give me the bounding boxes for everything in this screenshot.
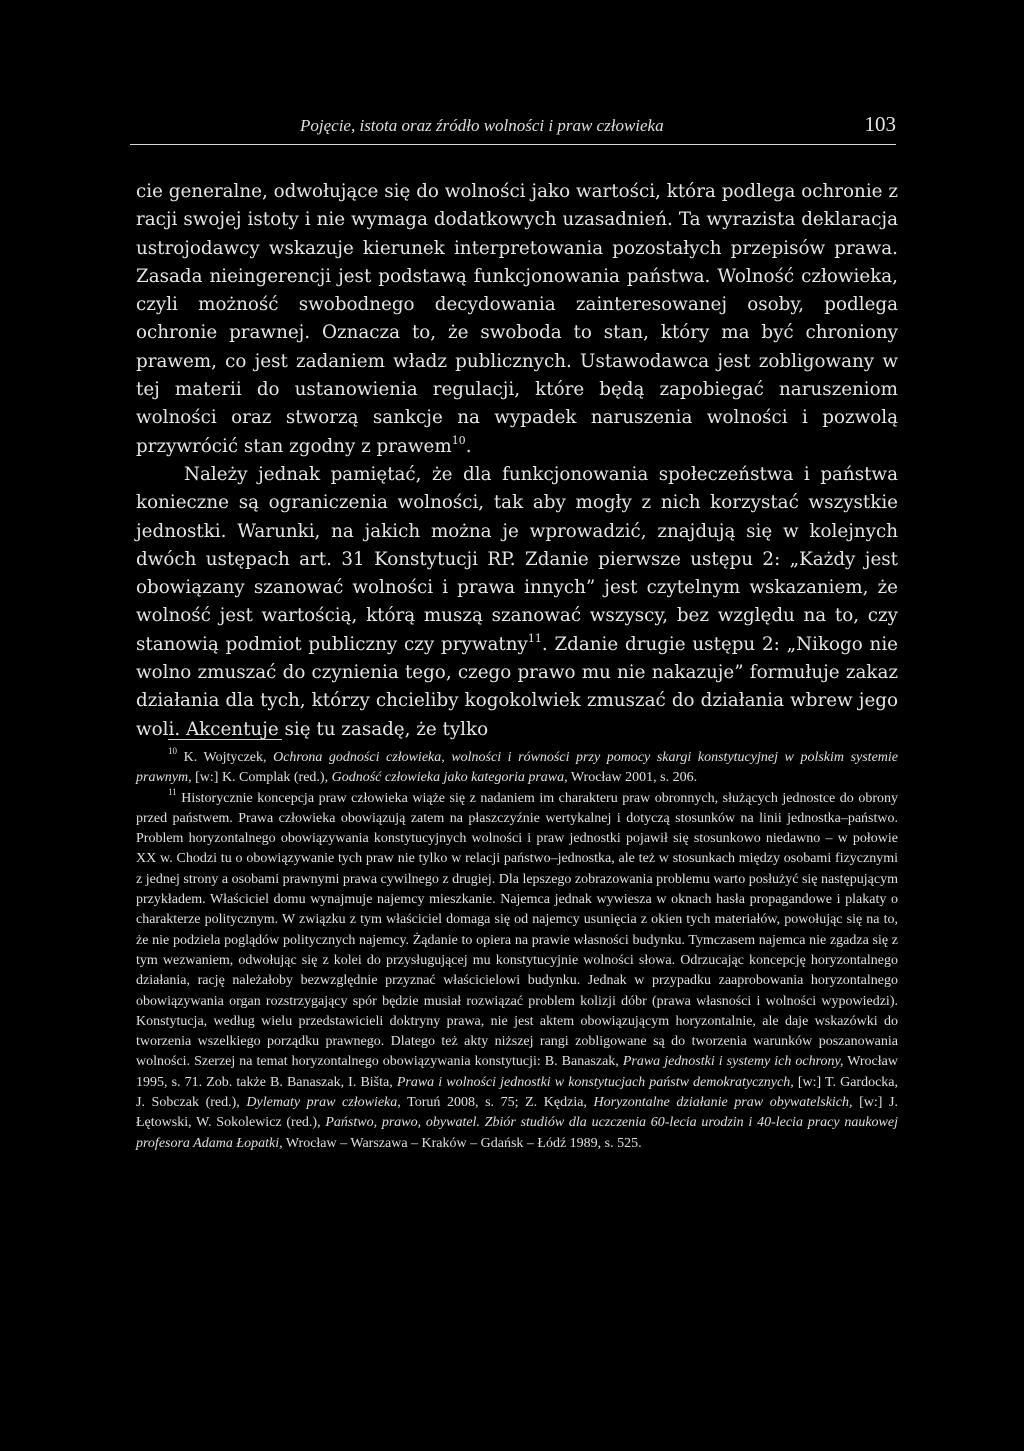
footnote-text: [w:] T. Gardocka, J. Sobczak (red.), <box>136 1074 899 1111</box>
footnote-text: Wrocław – Warszawa – Kraków – Gdańsk – Łódź 1989, s. 525. <box>282 1135 642 1151</box>
footnote-number: 10 <box>168 746 177 757</box>
paragraph <box>136 461 898 744</box>
book-page <box>60 70 960 1390</box>
paragraph-text: . <box>465 435 472 457</box>
footnote-title: Godność człowieka jako kategoria prawa, <box>331 770 568 786</box>
paragraph-text: . Zdanie drugie ustępu 2: „Nikogo nie wolno zmuszać do czynienia tego, czego prawo mu nie nakazuje” formułuje zakaz działania dla tych, którzy chcieliby kogokolwiek zmuszać do działania wbrew jego woli. Akcentuje się tu zasadę, że tylko <box>136 633 898 740</box>
footnote-title: Horyzontalne działanie praw obywatelskich, <box>593 1095 853 1111</box>
footnote-title: Prawa jednostki i systemy ich ochrony, <box>622 1054 844 1070</box>
footnote-title: Państwo, prawo, obywatel. Zbiór studiów dla uczczenia 60-lecia urodzin i 40-lecia pracy naukowej profesora Adama Łopatki, <box>136 1115 899 1151</box>
footnote-number: 11 <box>168 786 177 797</box>
footnote-11 <box>136 786 899 1154</box>
footnote-ref-11[interactable]: 11 <box>527 631 542 645</box>
footnote-text: Wrocław 2001, s. 206. <box>567 770 698 786</box>
footnote-text: Historycznie koncepcja praw człowieka wiąże się z nadaniem im charakteru praw obronnych, służących jednostce do obrony przed państwem. Prawa człowieka obowiązują zatem na płaszczyźnie wertykalnej i dotyczą stosunków na linii jednostka–państwo. Problem horyzontalnego obowiązywania konstytucyjnych wolności i praw jednostki pojawił się stosunkowo niedawno – w połowie XX w. Chodzi tu o obowiązywanie tych praw nie tylko w relacji państwo–jednostka, ale też w stosunkach między osobami fizycznymi z jednej strony a osobami prawnymi prawa cywilnego z drugiej. Dla lepszego zobrazowania problemu warto posłużyć się następującym przykładem. Właściciel domu wynajmuje najemcy mieszkanie. Najemca jednak wywiesza w oknach hasła propagandowe i plakaty o charakterze politycznym. W związku z tym właściciel domaga się od najemcy usunięcia z okien tych materiałów, powołując się na to, że nie podziela poglądów politycznych najemcy. Żądanie to opiera na prawie własności budynku. Tymczasem najemca nie zgadza się z tym wezwaniem, odwołując się z kolei do przysługującej mu konstytucyjnie wolności słowa. Odrzucając koncepcję horyzontalnego działania, rację należałoby bezwzględnie przyznać właścicielowi budynku. Jednak w przypadku zaaprobowania horyzontalnego obowiązywania organ rozstrzygający spór będzie musiał rozwiązać problem kolizji dóbr (prawa własności i wolności wypowiedzi). Konstytucja, według wielu przedstawicieli doktryny prawa, nie jest aktem obowiązującym horyzontalnie, ale daje wskazówki do tworzenia wszelkiego porządku prawnego. Dlatego też akty niższej rangi zobligowane są do tworzenia warunków poszanowania wolności. Szerzej na temat horyzontalnego obowiązywania konstytucji: B. Banaszak, <box>136 790 899 1070</box>
footnote-title: Dylematy praw człowieka, <box>246 1095 401 1111</box>
footnote-text: Wrocław 1995, s. 71. Zob. także B. Banaszak, I. Bišta, <box>136 1054 898 1090</box>
footnote-title: Ochrona godności człowieka, wolności i równości przy pomocy skargi konstytucyjnej w polskim systemie prawnym, <box>136 750 898 786</box>
footnote-separator <box>168 739 282 740</box>
footnote-text: [w:] J. Łętowski, W. Sokolewicz (red.), <box>136 1095 899 1131</box>
footnote-title: Prawa i wolności jednostki w konstytucjach państw demokratycznych, <box>396 1074 794 1090</box>
footnote-text: K. Wojtyczek, <box>183 750 274 765</box>
footnotes <box>136 748 898 1154</box>
running-header <box>130 114 896 145</box>
paragraph-text: cie generalne, odwołujące się do wolności jako wartości, która podlega ochronie z racji swojej istoty i nie wymaga dodatkowych uzasadnień. Ta wyrazista deklaracja ustrojodawcy wskazuje kierunek interpretowania pozostałych przepisów prawa. Zasada nieingerencji jest podstawą funkcjonowania państwa. Wolność człowieka, czyli możność swobodnego decydowania zainteresowanej osoby, podlega ochronie prawnej. Oznacza to, że swoboda to stan, który ma być chroniony prawem, co jest zadaniem władz publicznych. Ustawodawca jest zobligowany w tej materii do ustanowienia regulacji, które będą zapobiegać naruszeniom wolności oraz stworzą sankcje na wypadek naruszenia wolności i pozwolą przywrócić stan zgodny z prawem <box>136 181 898 457</box>
main-text <box>136 178 898 744</box>
page-number: 103 <box>864 112 896 136</box>
footnote-ref-10[interactable]: 10 <box>451 433 466 447</box>
footnote-text: [w:] K. Complak (red.), <box>191 770 332 786</box>
paragraph-text: Należy jednak pamiętać, że dla funkcjonowania społeczeństwa i państwa konieczne są ograniczenia wolności, tak aby mogły z nich korzystać wszystkie jednostki. Warunki, na jakich można je wprowadzić, znajdują się w kolejnych dwóch ustępach art. 31 Konstytucji RP. Zdanie pierwsze ustępu 2: „Każdy jest obowiązany szanować wolności i prawa innych” jest czytelnym wskazaniem, że wolność jest wartością, którą muszą szanować wszyscy, bez względu na to, czy stanowią podmiot publiczny czy prywatny <box>136 463 898 655</box>
footnote-10 <box>136 748 898 789</box>
paragraph <box>136 178 898 461</box>
running-title: Pojęcie, istota oraz źródło wolności i praw człowieka <box>300 116 664 135</box>
footnote-text: Toruń 2008, s. 75; Z. Kędzia, <box>400 1095 594 1111</box>
